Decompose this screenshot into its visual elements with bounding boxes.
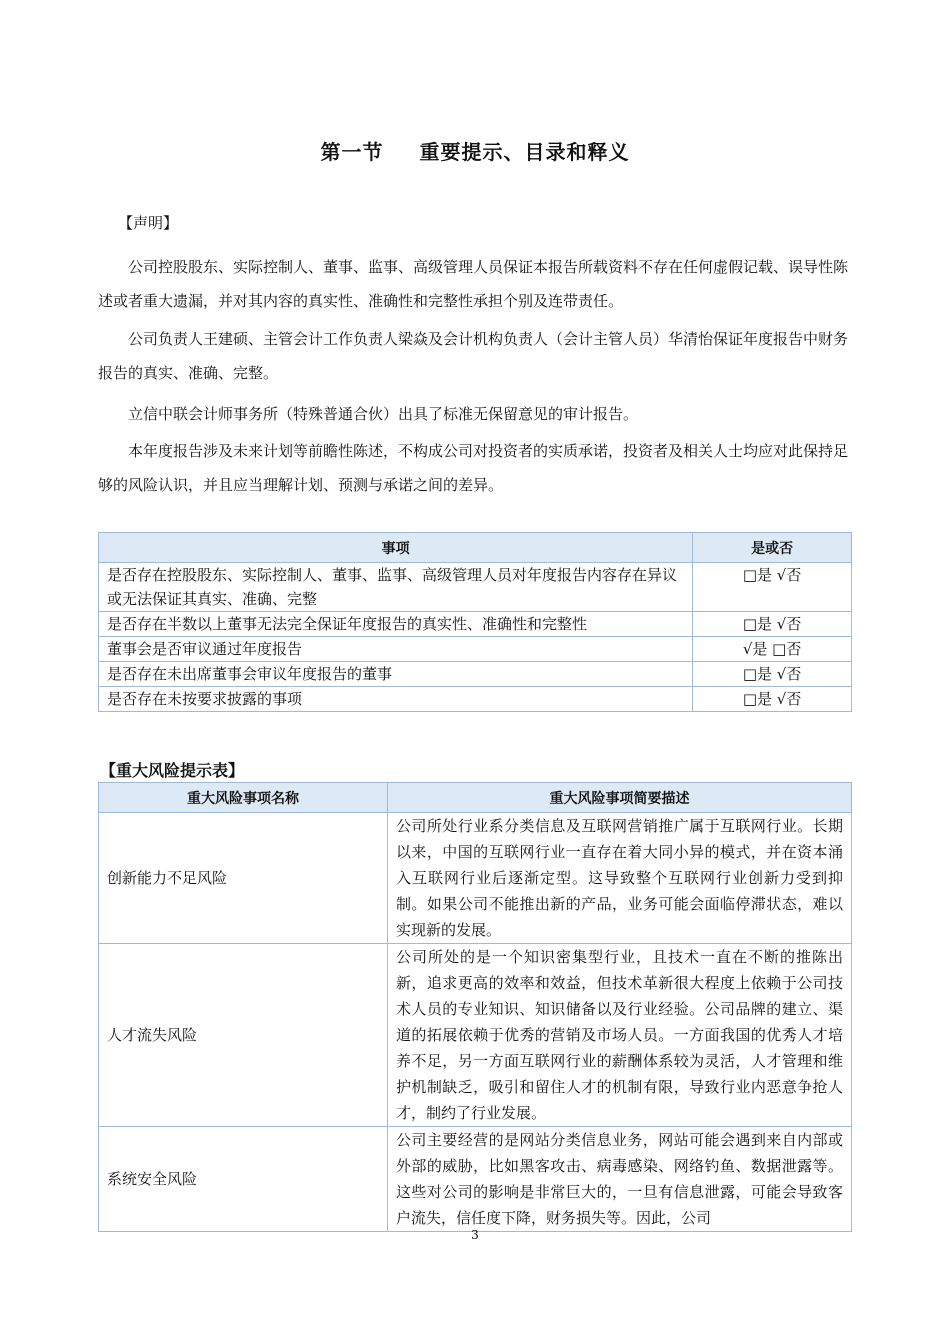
risk-name-cell: 人才流失风险 xyxy=(99,944,388,1127)
declaration-label: 【声明】 xyxy=(118,214,179,232)
table-row xyxy=(99,944,852,1127)
matter-cell: 董事会是否审议通过年度报告 xyxy=(99,637,693,662)
answer-cell: □是 √否 xyxy=(693,563,852,612)
declaration-paragraph-3: 立信中联会计师事务所（特殊普通合伙）出具了标准无保留意见的审计报告。 xyxy=(128,405,639,423)
risk-desc-cell: 公司主要经营的是网站分类信息业务，网站可能会遇到来自内部或外部的威胁，比如黑客攻击、病毒感染、网络钓鱼、数据泄露等。这些对公司的影响是非常巨大的，一旦有信息泄露，可能会导致客户流失，信任度下降，财务损失等。因此，公司 xyxy=(388,1127,852,1232)
table-row xyxy=(99,813,852,944)
table-row xyxy=(99,687,852,712)
answer-cell: □是 √否 xyxy=(693,687,852,712)
section-name: 重要提示、目录和释义 xyxy=(419,140,630,164)
risk-desc-cell: 公司所处行业系分类信息及互联网营销推广属于互联网行业。长期以来，中国的互联网行业一直存在着大同小异的模式，并在资本涌入互联网行业后逐渐定型。这导致整个互联网行业创新力受到抑制。如果公司不能推出新的产品，业务可能会面临停滞状态，难以实现新的发展。 xyxy=(388,813,852,944)
risk-name-cell: 系统安全风险 xyxy=(99,1127,388,1232)
answer-cell: □是 √否 xyxy=(693,612,852,637)
section-title xyxy=(0,136,950,165)
risk-desc-cell: 公司所处的是一个知识密集型行业，且技术一直在不断的推陈出新，追求更高的效率和效益，但技术革新很大程度上依赖于公司技术人员的专业知识、知识储备以及行业经验。公司品牌的建立、渠道的拓展依赖于优秀的营销及市场人员。一方面我国的优秀人才培养不足，另一方面互联网行业的薪酬体系较为灵活，人才管理和维护机制缺乏，吸引和留住人才的机制有限，导致行业内恶意争抢人才，制约了行业发展。 xyxy=(388,944,852,1127)
header-yes-no: 是或否 xyxy=(693,533,852,563)
table-row xyxy=(99,662,852,687)
matters-table-header xyxy=(99,533,852,563)
matter-cell: 是否存在未按要求披露的事项 xyxy=(99,687,693,712)
matter-cell: 是否存在未出席董事会审议年度报告的董事 xyxy=(99,662,693,687)
section-number: 第一节 xyxy=(320,140,384,164)
declaration-paragraph-2: 公司负责人王建硕、主管会计工作负责人梁焱及会计机构负责人（会计主管人员）华清怡保证年度报告中财务报告的真实、准确、完整。 xyxy=(98,330,849,382)
declaration-paragraph-4: 本年度报告涉及未来计划等前瞻性陈述，不构成公司对投资者的实质承诺，投资者及相关人士均应对此保持足够的风险认识，并且应当理解计划、预测与承诺之间的差异。 xyxy=(98,442,849,494)
header-matter: 事项 xyxy=(99,533,693,563)
risk-table-header xyxy=(99,783,852,813)
matter-cell: 是否存在控股股东、实际控制人、董事、监事、高级管理人员对年度报告内容存在异议或无法保证其真实、准确、完整 xyxy=(99,563,693,612)
matter-cell: 是否存在半数以上董事无法完全保证年度报告的真实性、准确性和完整性 xyxy=(99,612,693,637)
answer-cell: □是 √否 xyxy=(693,662,852,687)
header-risk-desc: 重大风险事项简要描述 xyxy=(388,783,852,813)
declaration-paragraph-1: 公司控股股东、实际控制人、董事、监事、高级管理人员保证本报告所载资料不存在任何虚假记载、误导性陈述或者重大遗漏，并对其内容的真实性、准确性和完整性承担个别及连带责任。 xyxy=(98,258,849,310)
page-number: 3 xyxy=(471,1228,479,1242)
table-row xyxy=(99,612,852,637)
risk-name-cell: 创新能力不足风险 xyxy=(99,813,388,944)
answer-cell: √是 □否 xyxy=(693,637,852,662)
matters-table xyxy=(98,532,852,712)
risk-table xyxy=(98,782,852,1232)
table-row xyxy=(99,637,852,662)
table-row xyxy=(99,563,852,612)
risk-table-label: 【重大风险提示表】 xyxy=(100,761,245,780)
header-risk-name: 重大风险事项名称 xyxy=(99,783,388,813)
table-row xyxy=(99,1127,852,1232)
